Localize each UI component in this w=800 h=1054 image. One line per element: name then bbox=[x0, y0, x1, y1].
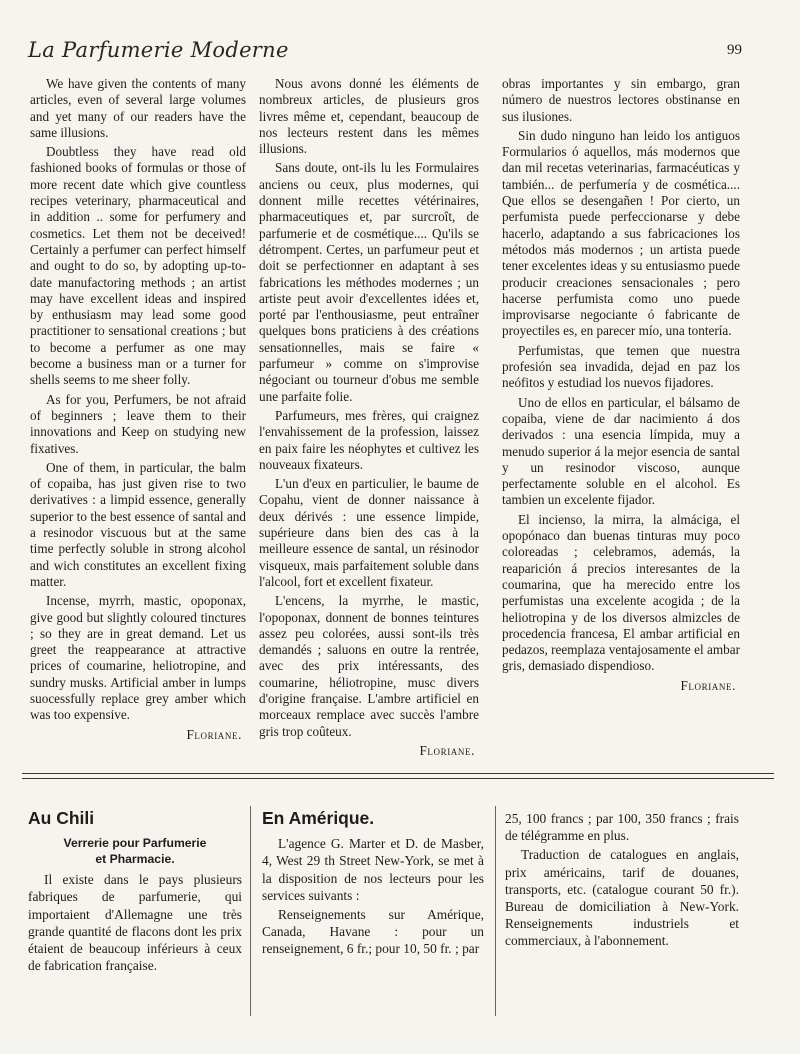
paragraph: Sin dudo ninguno han leido los antiguos Formularios ó aquellos, más modernos que dan mil recetas veterinarias, farmacéuticas y también... de perfumería y de cosmética.... Que ellos se desengañen ! Por cierto, un perfumista puede perfeccionarse y debe hacerlo, adaptando a sus fabricaciones los métodos más modernos ; un artista puede tener excelentes ideas y su entusiasmo puede producir creaciones sensacionales ; pero hacerse perfumista como uno puede improvisarse negociante ó fabricante de proyectiles es, en parecer mío, una tontería. bbox=[502, 127, 740, 339]
signature: Floriane. bbox=[680, 677, 736, 693]
paragraph: obras importantes y sin embargo, gran número de nuestros lectores obstinanse en sus ilusiones. bbox=[502, 76, 740, 124]
paragraph: El incienso, la mirra, la almáciga, el opopónaco dan buenas tinturas muy poco coloreadas ; celebramos, además, la reaparición á precios interesantes de la coumarina, que ha merecido entre los perfumistas una excelente acogida ; de la heliotropina y de los diversos almizcles de procedencia francesa, El ambar artificial en pedazos, reemplaza ventajosamente el ambar gris, demasiado dispendioso. bbox=[502, 511, 740, 674]
paragraph: Incense, myrrh, mastic, opoponax, give good but slightly coloured tinctures ; so they are in great demand. Let us greet the reappearance at attractive prices of coumarine, heliotropine, and sundry musks. Artificial amber in lumps suocessfully replace grey amber which was too expensive. bbox=[30, 593, 246, 723]
subtitle-line: Verrerie pour Parfumerie bbox=[63, 836, 207, 851]
subtitle-line: et Pharmacie. bbox=[95, 852, 175, 867]
article-subtitle bbox=[28, 835, 242, 867]
paragraph: Traduction de catalogues en anglais, prix américains, tarif de douanes, transports, etc. (catalogue courant 50 fr.). Bureau de domiciliation à New-York. Renseignements industriels et commerciaux, à l'abonnement. bbox=[505, 847, 739, 949]
paragraph: As for you, Perfumers, be not afraid of beginners ; leave them to their innovations and Keep on studying new fixatives. bbox=[30, 391, 246, 456]
chili-article bbox=[28, 810, 242, 976]
paragraph: Doubtless they have read old fashioned books of formulas or those of more recent date which give countless recipes veterinary, pharmaceutical and in addition .. some for perfumery and cosmetics. Let them not be deceived! Certainly a perfumer can perfect himself and ought to do so, by adopting up-to-date manufactoring methods ; an artist may have excellent ideas and inspired by enthusiasm may lead some good practitioner to sensational creations ; but to become a perfumer as one may become a business man or a turner for shells seems to me sheer folly. bbox=[30, 144, 246, 388]
paragraph: L'agence G. Marter et D. de Masber, 4, West 29 th Street New-York, se met à la disposition de nos lecteurs pour les services suivants : bbox=[262, 836, 484, 903]
paragraph: Sans doute, ont-ils lu les Formulaires anciens ou ceux, plus modernes, qui donnent mille recettes vétérinaires, pharmaceutiques et, par surcroît, de parfumerie et de cosmétique.... Qu'ils se détrompent. Certes, un parfumeur peut et doit se perfectionner en adaptant à ses fabrications les méthodes modernes ; un artiste peut avoir d'excellentes idées et, porté par l'enthousiasme, peut entraîner quelques bons praticiens à des créations sensationnelles, mais se faire « parfumeur » comme on s'improvise négociant ou tourneur d'obus me semble une parfaite folie. bbox=[259, 160, 479, 404]
paragraph: 25, 100 francs ; par 100, 350 francs ; frais de télégramme en plus. bbox=[505, 811, 739, 844]
french-column bbox=[259, 76, 479, 759]
paragraph: One of them, in particular, the balm of copaiba, has just given rise to two derivatives : a limpid essence, generally superior to the best essence of santal and a resinodor viscuous but at the same time perfectly soluble in strong alcohol and wich constitutes an excellent fixing matter. bbox=[30, 459, 246, 589]
article-title: Au Chili bbox=[28, 808, 95, 828]
paragraph: L'encens, la myrrhe, le mastic, l'opoponax, donnent de bonnes teintures assez peu colorées, aussi sont-ils très demandés ; saluons en outre la rentrée, avec des prix intéressants, des coumarine, héliotropine, musc divers d'origine française. L'ambre artificiel en morceaux remplace avec succès l'ambre gris trop coûteux. bbox=[259, 593, 479, 739]
page-number: 99 bbox=[727, 42, 742, 58]
masthead-title: La Parfumerie Moderne bbox=[28, 38, 289, 62]
column-divider bbox=[495, 806, 496, 1016]
paragraph: Perfumistas, que temen que nuestra profesión sea invadida, dejad en paz los neófitos y estudiad los nuevos fijadores. bbox=[502, 342, 740, 391]
paragraph: L'un d'eux en particulier, le baume de Copahu, vient de donner naissance à deux dérivés : une essence limpide, supérieure dans bien des cas à la meilleure essence de santal, un résinodor visqueux, mais parfaitement soluble dans l'alcool, fort et excellent fixateur. bbox=[259, 476, 479, 589]
amerique-continuation bbox=[505, 810, 739, 952]
section-divider bbox=[22, 778, 774, 779]
amerique-article bbox=[262, 810, 484, 960]
signature: Floriane. bbox=[186, 726, 242, 742]
section-divider bbox=[22, 773, 774, 774]
paragraph: Uno de ellos en particular, el bálsamo de copaiba, viene de dar nacimiento á dos derivados : una esencia límpida, muy a menudo superior á la mejor esencia de santal y un resinodor viscoso, aunque perfectamente soluble en el alcohol. Es tambien un excelente fijador. bbox=[502, 394, 740, 508]
column-divider bbox=[250, 806, 251, 1016]
spanish-column bbox=[502, 76, 740, 694]
paragraph: Nous avons donné les éléments de nombreux articles, de plusieurs gros livres même et, cependant, beaucoup de nos lecteurs restent dans les mêmes illusions. bbox=[259, 76, 479, 157]
paragraph: Il existe dans le pays plusieurs fabriques de parfumerie, qui importaient d'Allemagne une très grande quantité de flacons dont les prix étaient de beaucoup inférieurs à ceux de fabrication française. bbox=[28, 872, 242, 974]
article-title: En Amérique. bbox=[262, 808, 375, 828]
paragraph: We have given the contents of many articles, even of several large volumes and yet many of our readers have the same illusions. bbox=[30, 76, 246, 140]
paragraph: Parfumeurs, mes frères, qui craignez l'envahissement de la profession, laissez en paix faire les néophytes et cultivez les nouveaux fixateurs. bbox=[259, 407, 479, 472]
signature: Floriane. bbox=[419, 742, 475, 758]
paragraph: Renseignements sur Amérique, Canada, Havane : pour un renseignement, 6 fr.; pour 10, 50 fr. ; par bbox=[262, 907, 484, 957]
english-column bbox=[30, 76, 246, 743]
